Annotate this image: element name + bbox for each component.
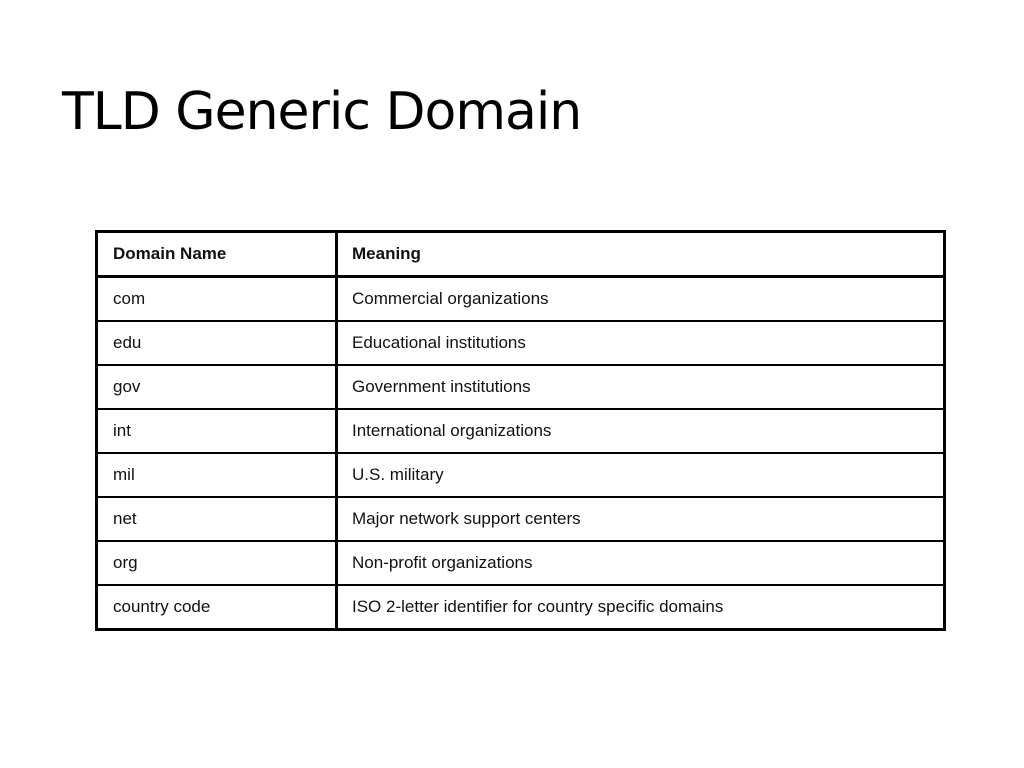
table-row: [97, 365, 945, 409]
table-row: [97, 541, 945, 585]
slide-title: TLD Generic Domain: [62, 82, 582, 142]
meaning-cell: Major network support centers: [337, 497, 945, 541]
domain-cell: int: [97, 409, 337, 453]
domain-cell: net: [97, 497, 337, 541]
table-row: [97, 321, 945, 365]
meaning-cell: Government institutions: [337, 365, 945, 409]
domain-cell: country code: [97, 585, 337, 630]
header-meaning: Meaning: [337, 232, 945, 277]
table-row: [97, 497, 945, 541]
table-header-row: [97, 232, 945, 277]
meaning-cell: Educational institutions: [337, 321, 945, 365]
meaning-cell: International organizations: [337, 409, 945, 453]
tld-table: [95, 230, 946, 631]
domain-cell: mil: [97, 453, 337, 497]
table-row: [97, 277, 945, 322]
meaning-cell: U.S. military: [337, 453, 945, 497]
meaning-cell: Commercial organizations: [337, 277, 945, 322]
table-row: [97, 585, 945, 630]
domain-cell: com: [97, 277, 337, 322]
domain-cell: gov: [97, 365, 337, 409]
meaning-cell: Non-profit organizations: [337, 541, 945, 585]
meaning-cell: ISO 2-letter identifier for country specific domains: [337, 585, 945, 630]
domain-cell: org: [97, 541, 337, 585]
header-domain-name: Domain Name: [97, 232, 337, 277]
domain-cell: edu: [97, 321, 337, 365]
table-row: [97, 409, 945, 453]
table-row: [97, 453, 945, 497]
